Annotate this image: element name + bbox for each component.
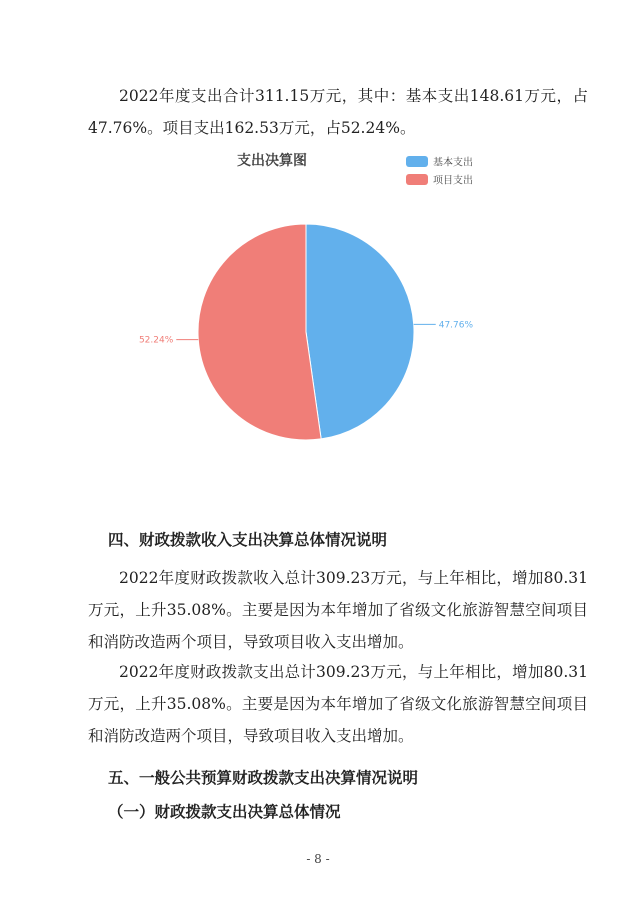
pie-slice-0 (306, 224, 414, 439)
expenditure-pie-chart (138, 148, 480, 458)
pie-slices (198, 224, 414, 440)
pie-label-0: 47.76% (438, 320, 474, 331)
legend-label-1: 项目支出 (433, 175, 473, 187)
legend-swatch-0 (406, 156, 428, 167)
section-4-heading: 四、财政拨款收入支出决算总体情况说明 (108, 531, 388, 549)
paragraph-revenue: 2022年度财政拨款收入总计309.23万元，与上年相比，增加80.31万元，上升35.08%。主要是因为本年增加了省级文化旅游智慧空间项目和消防改造两个项目，导致项目收入支出增加。 (88, 569, 588, 651)
page-number: - 8 - (306, 852, 330, 866)
pie-slice-1 (198, 224, 321, 440)
paragraph-spending: 2022年度财政拨款支出总计309.23万元，与上年相比，增加80.31万元，上升35.08%。主要是因为本年增加了省级文化旅游智慧空间项目和消防改造两个项目，导致项目收入支出增加。 (88, 663, 588, 745)
chart-title: 支出决算图 (237, 153, 307, 169)
paragraph-expenditure-summary: 2022年度支出合计311.15万元，其中：基本支出148.61万元，占47.76%。项目支出162.53万元，占52.24%。 (88, 87, 588, 137)
legend-swatch-1 (406, 174, 428, 185)
section-5-heading: 五、一般公共预算财政拨款支出决算情况说明 (108, 769, 419, 787)
subsection-1-heading: （一）财政拨款支出决算总体情况 (108, 803, 341, 821)
legend-label-0: 基本支出 (433, 157, 473, 169)
pie-label-1: 52.24% (138, 335, 174, 346)
chart-legend (406, 156, 473, 187)
